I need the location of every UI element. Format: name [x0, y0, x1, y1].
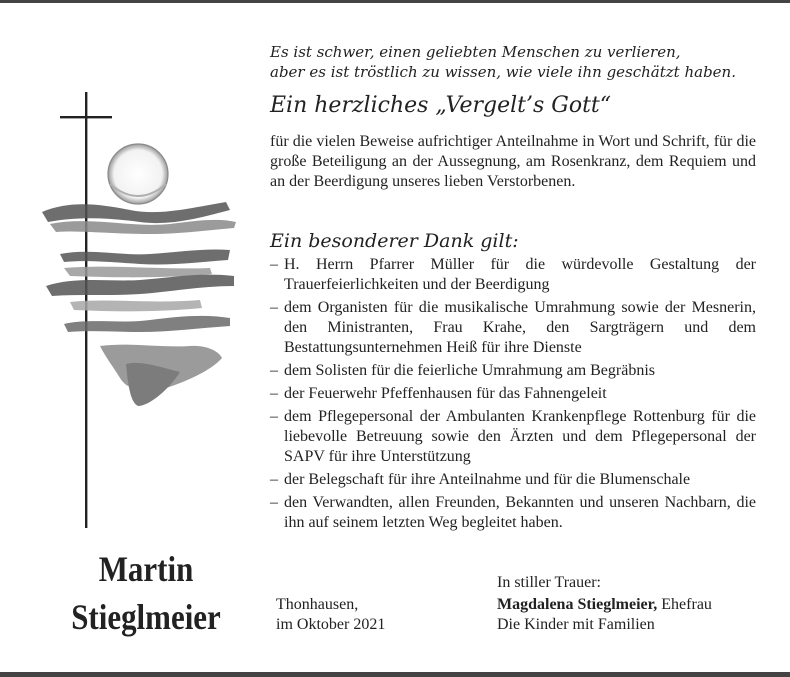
spouse-role: Ehefrau [661, 596, 712, 613]
list-item-text: dem Pflegepersonal der Ambulanten Krankenpflege Rottenburg für die liebevolle Betreuung sowie den Ärzten und dem Pflegepersonal der SAPV für ihre Unterstützung [284, 408, 756, 465]
list-dash: – [270, 494, 278, 511]
top-border [0, 0, 790, 3]
list-item-text: dem Organisten für die musikalische Umrahmung sowie der Mesnerin, den Ministranten, Frau Krahe, den Sargträgern und dem Bestattungsunternehmen Heiß für ihre Dienste [284, 299, 756, 356]
list-dash: – [270, 385, 278, 402]
mourners-intro: In stiller Trauer: [497, 574, 601, 591]
place-date: im Oktober 2021 [276, 616, 386, 633]
list-item [270, 407, 756, 467]
motto-line: Es ist schwer, einen geliebten Menschen zu verlieren, [270, 43, 681, 61]
list-dash: – [270, 471, 278, 488]
list-item-text: H. Herrn Pfarrer Müller für die würdevolle Gestaltung der Trauerfeierlichkeiten und der Beerdigung [284, 256, 756, 293]
list-dash: – [270, 299, 278, 316]
motto [270, 42, 770, 82]
sun-icon [108, 144, 168, 204]
place-town: Thonhausen, [276, 596, 359, 613]
list-item [270, 384, 756, 404]
mourners-family: Die Kinder mit Familien [497, 616, 655, 633]
cross-sunset-illustration [30, 88, 250, 528]
sea-waves-icon [42, 202, 236, 406]
list-item-text: der Belegschaft für ihre Anteilnahme und für die Blumenschale [284, 471, 691, 488]
list-item-text: dem Solisten für die feierliche Umrahmung am Begräbnis [284, 362, 656, 379]
list-dash: – [270, 256, 278, 273]
mourners-block [497, 573, 712, 635]
thanks-heading: Ein herzliches „Vergelt’s Gott“ [270, 93, 612, 118]
list-item [270, 361, 756, 381]
motto-line: aber es ist tröstlich zu wissen, wie viele ihn geschätzt haben. [270, 63, 736, 81]
place-and-date [276, 595, 385, 635]
deceased-name [55, 545, 237, 641]
list-item [270, 298, 756, 358]
list-item-text: der Feuerwehr Pfeffenhausen für das Fahnengeleit [284, 385, 607, 402]
list-item [270, 470, 756, 490]
special-thanks-heading: Ein besonderer Dank gilt: [270, 230, 519, 252]
deceased-last-name: Stieglmeier [71, 597, 221, 637]
thanks-intro-text: für die vielen Beweise aufrichtiger Anteilnahme in Wort und Schrift, für die große Beteiligung an der Aussegnung, am Rosenkranz, dem Requiem und an der Beerdigung unseres lieben Verstorbenen. [270, 133, 756, 190]
list-item [270, 255, 756, 295]
list-dash: – [270, 362, 278, 379]
list-item-text: den Verwandten, allen Freunden, Bekannten und unseren Nachbarn, die ihn auf seinem letzten Weg begleitet haben. [284, 494, 756, 531]
spouse-name: Magdalena Stieglmeier, [497, 596, 658, 613]
list-item [270, 493, 756, 533]
mourners-spouse [497, 595, 712, 615]
list-dash: – [270, 408, 278, 425]
special-thanks-list [270, 255, 756, 536]
bottom-border [0, 672, 790, 677]
deceased-first-name: Martin [98, 549, 194, 589]
